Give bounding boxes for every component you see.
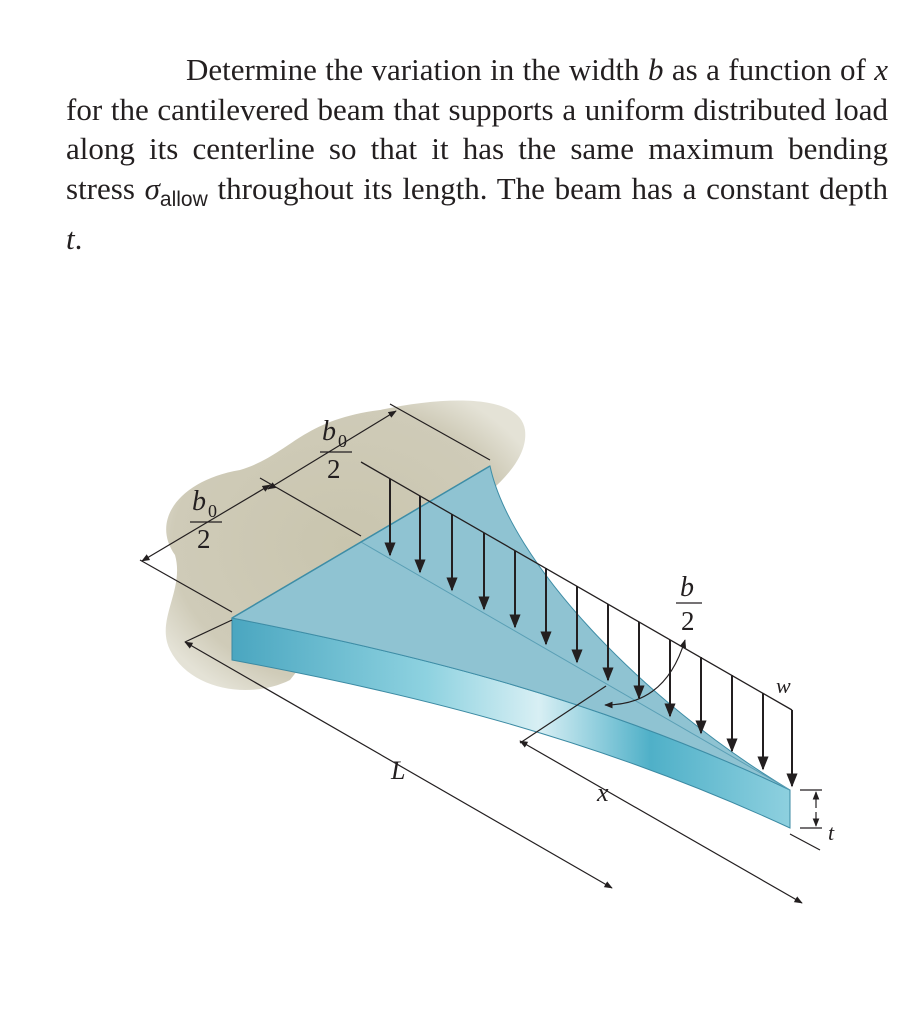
label-w: w: [776, 673, 791, 698]
label-b0-left: b: [192, 486, 206, 517]
text-end: .: [74, 221, 83, 256]
label-b: b: [680, 572, 694, 603]
sigma-subscript: allow: [159, 187, 208, 211]
label-b-den: 2: [681, 606, 695, 636]
label-x: x: [597, 778, 609, 807]
sigma-symbol: σ: [144, 170, 160, 206]
var-b: b: [647, 52, 664, 87]
var-x: x: [874, 52, 888, 87]
label-b0-left-den: 2: [197, 524, 211, 554]
var-t: t: [66, 221, 75, 256]
problem-statement: [66, 50, 888, 259]
label-b0-top-sub: 0: [338, 431, 347, 451]
label-b0-top: b: [322, 416, 336, 447]
text-line2: for the cantilevered beam that supports a uniform distributed load along its centerline so that it has the same maximum bending stress: [66, 91, 888, 206]
beam-figure: [0, 380, 922, 1024]
label-L: L: [391, 756, 406, 785]
beam-diagram: [0, 380, 922, 1024]
text-line1: Determine the variation in the width: [186, 52, 648, 87]
text-line3: throughout its length. The beam has a constant depth: [207, 170, 888, 206]
dim-t: [800, 790, 822, 828]
label-t: t: [828, 820, 835, 845]
label-b0-left-sub: 0: [208, 501, 217, 521]
label-b0-top-den: 2: [327, 454, 341, 484]
text-line1b: as a function of: [663, 52, 875, 87]
